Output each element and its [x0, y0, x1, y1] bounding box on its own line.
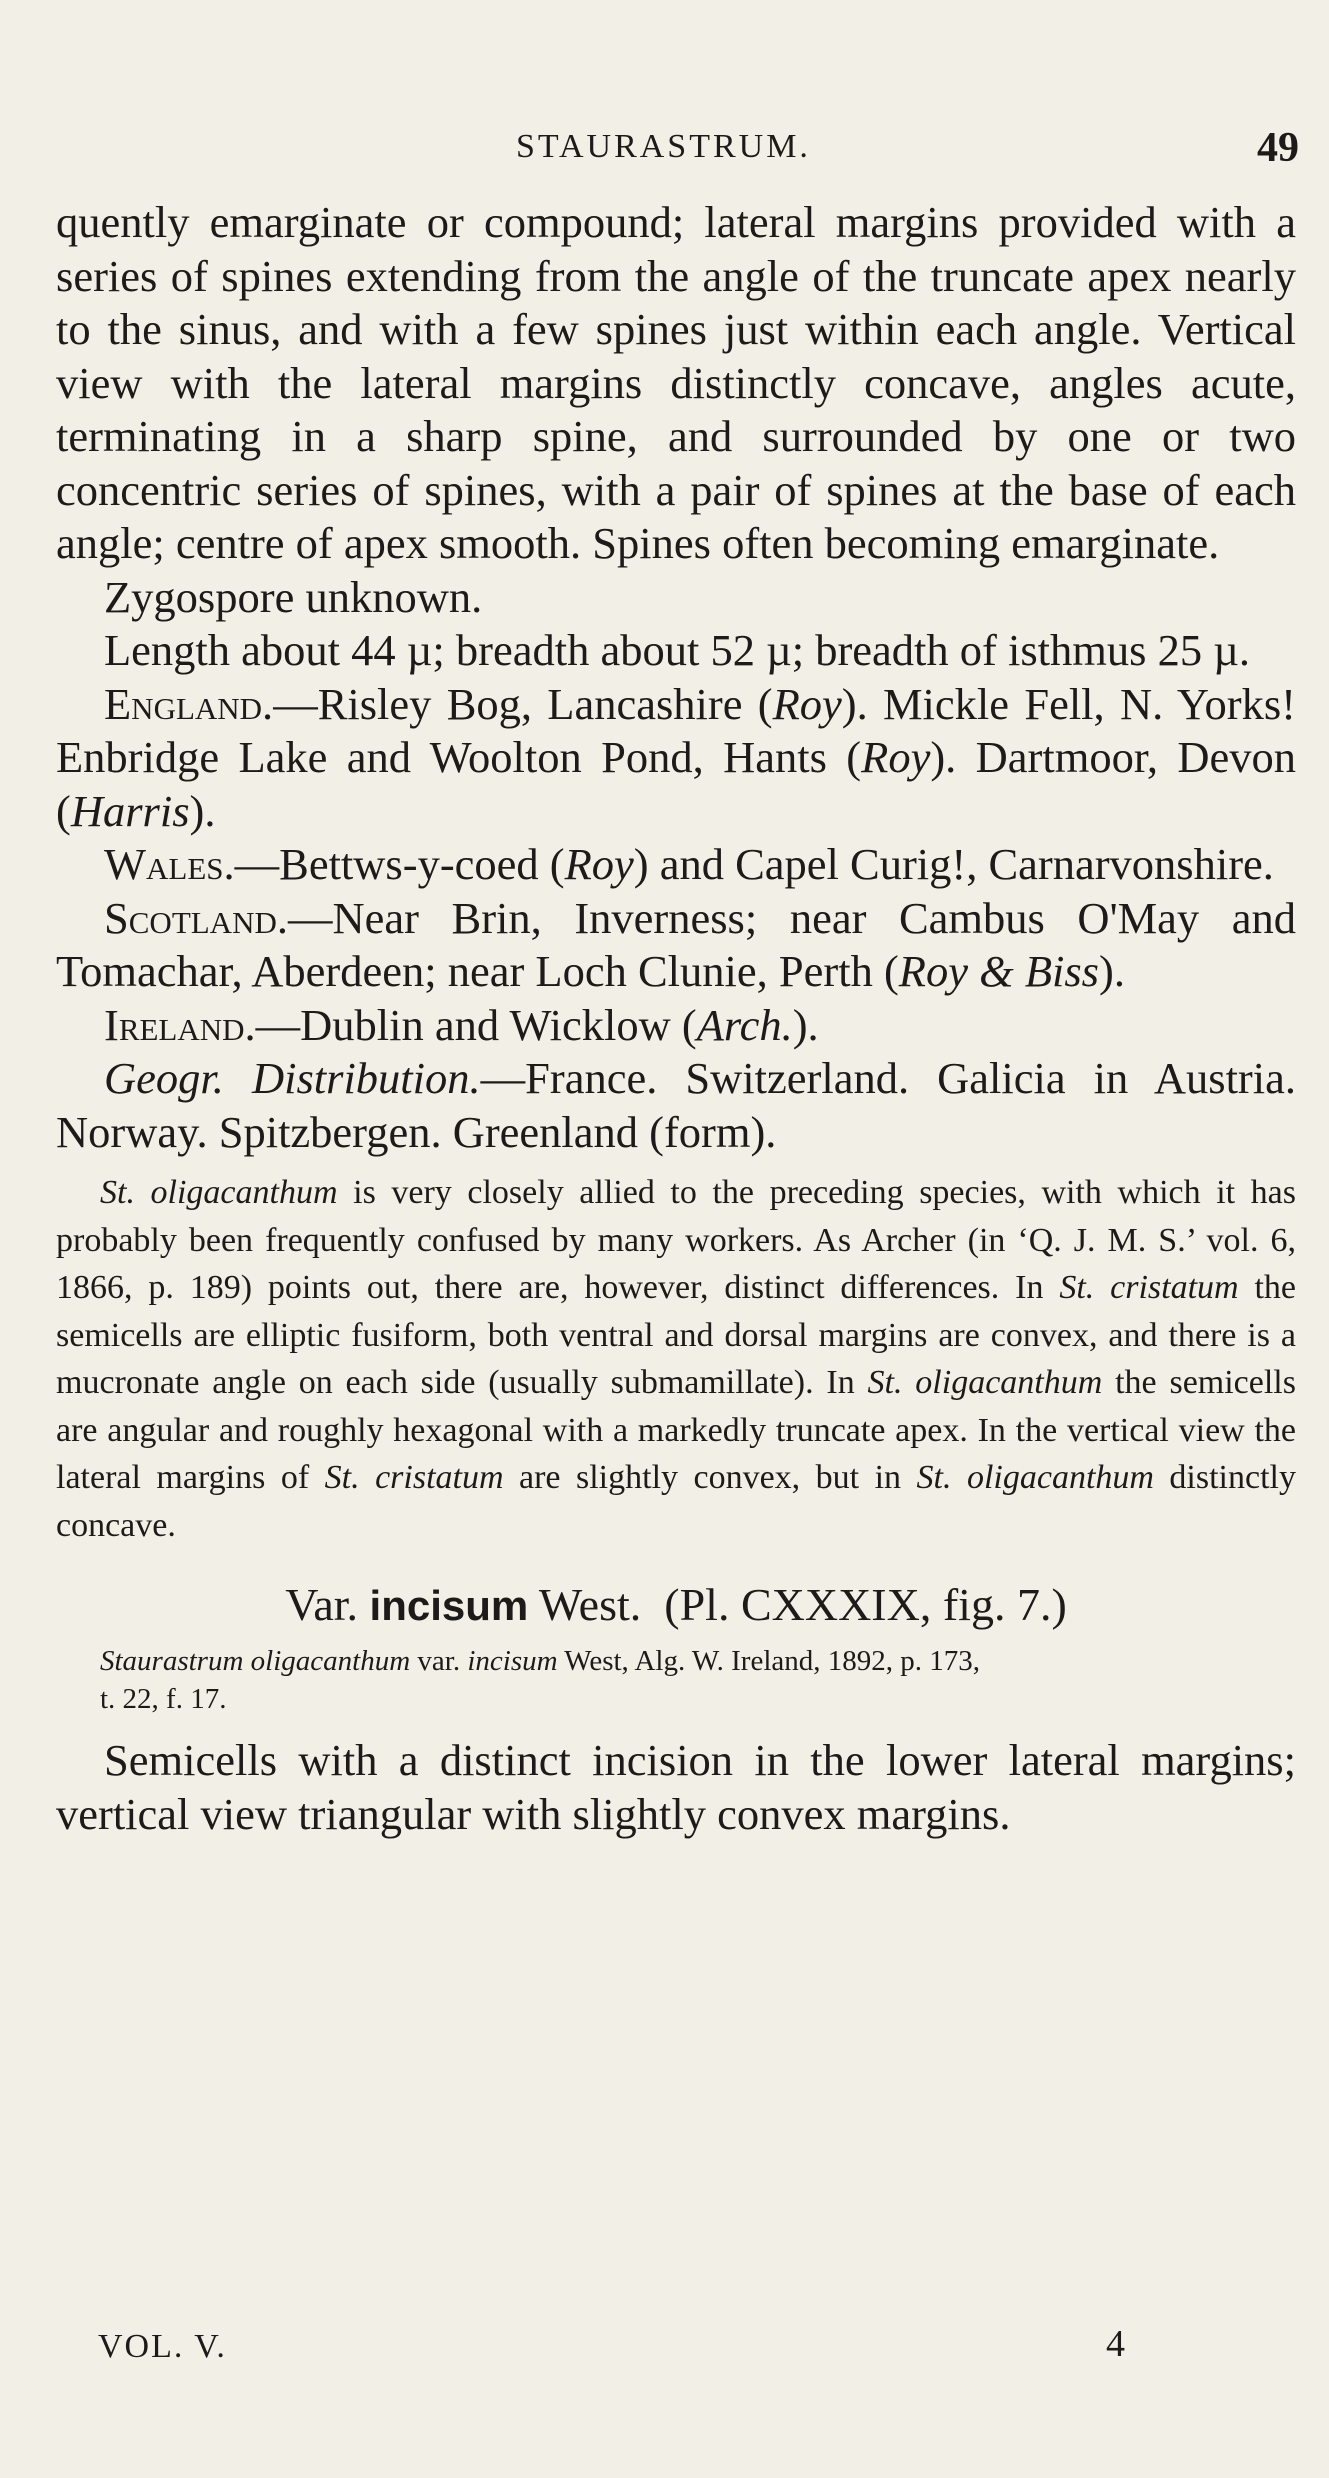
locality-scotland: [56, 892, 1296, 999]
variety-heading: [56, 1575, 1296, 1636]
locality-text: ). Mickle Fell, N. Yorks! Enbridge Lake and Woolton Pond, Hants (: [56, 678, 1296, 782]
signature-mark: 4: [1106, 2323, 1125, 2365]
citation-text: var.: [410, 1645, 468, 1677]
collector-name: Roy: [861, 732, 931, 782]
species-name: St. cristatum: [324, 1459, 504, 1496]
citation-species: Staurastrum oligacanthum: [100, 1645, 411, 1677]
locality-text: ).: [792, 999, 819, 1050]
note-text: distinctly concave.: [56, 1459, 1296, 1544]
locality-text: —Near Brin, Inverness; near Cambus O'May and Tomachar, Aberdeen; near Loch Clunie, Perth (: [56, 892, 1296, 996]
note-text: the semicells are elliptic fusiform, both ventral and dorsal margins are convex, and there is a mucronate angle on each side (usually submamillate). In: [56, 1269, 1296, 1401]
locality-ireland: [56, 999, 1296, 1053]
country-label-england: England.: [104, 678, 274, 729]
locality-england: [56, 678, 1296, 839]
distribution-text: —France. Switzerland. Galicia in Austria. Norway. Spitzbergen. Greenland (form).: [56, 1053, 1296, 1157]
running-title: STAURASTRUM.: [516, 128, 811, 165]
note-text: the semicells are angular and roughly hexagonal with a markedly truncate apex. In the vertical view the lateral margins of: [56, 1364, 1296, 1496]
species-name: St. cristatum: [1059, 1269, 1239, 1306]
locality-text: ).: [189, 785, 216, 836]
country-label-scotland: Scotland.: [104, 892, 288, 943]
dimensions: Length about 44 µ; breadth about 52 µ; breadth of isthmus 25 µ.: [104, 625, 1250, 675]
country-label-ireland: Ireland.: [104, 999, 256, 1050]
collector-name: Roy & Biss: [898, 946, 1099, 996]
page-header: [0, 124, 1329, 174]
locality-text: —Dublin and Wicklow (: [255, 999, 697, 1050]
comparison-note: [56, 1169, 1296, 1549]
collector-name: Harris: [70, 785, 190, 836]
species-name: St. oligacanthum: [916, 1459, 1154, 1496]
variety-prefix: Var.: [285, 1579, 370, 1630]
note-text: are slightly convex, but in: [503, 1459, 917, 1496]
locality-text: ).: [1099, 946, 1125, 996]
plate-reference: (Pl. CXXXIX, fig. 7.): [664, 1579, 1067, 1630]
collector-name: Roy: [772, 678, 842, 729]
locality-wales: [56, 838, 1296, 892]
page-footer: [0, 2322, 1329, 2382]
page-body: [56, 196, 1296, 1841]
note-text: is very closely allied to the preceding species, with which it has probably been frequently confused by many workers. As Archer (in ‘Q. J. M. S.’ vol. 6, 1866, p. 189) points out, there are, however, distinct differences. In: [56, 1174, 1297, 1306]
species-name: St. oligacanthum: [100, 1174, 338, 1211]
locality-text: —Risley Bog, Lancashire (: [273, 678, 773, 729]
collector-name: Arch.: [696, 999, 793, 1050]
volume-label: VOL. V.: [98, 2328, 227, 2365]
variety-author: West.: [528, 1579, 642, 1630]
locality-text: —Bettws-y-coed (: [234, 839, 565, 889]
citation-text: West, Alg. W. Ireland, 1892, p. 173,: [557, 1645, 981, 1677]
variety-citation: [100, 1642, 1296, 1718]
page-number: 49: [1257, 125, 1299, 171]
collector-name: Roy: [564, 839, 634, 889]
variety-description: Semicells with a distinct incision in the lower lateral margins; vertical view triangular with slightly convex margins.: [56, 1735, 1296, 1839]
country-label-wales: Wales.: [104, 839, 235, 889]
variety-name: incisum: [369, 1582, 529, 1629]
distribution-label: Geogr. Distribution.: [104, 1053, 481, 1103]
species-description: quently emarginate or compound; lateral margins provided with a series of spines extending from the angle of the truncate apex nearly to the sinus, and with a few spines just within each angle. Vertical view with the lateral margins distinctly concave, angles acute, terminating in a sharp spine, and surrounded by one or two concentric series of spines, with a pair of spines at the base of each angle; centre of apex smooth. Spines often becoming emarginate.: [56, 197, 1296, 568]
locality-text: ) and Capel Curig!, Carnarvonshire.: [633, 839, 1274, 889]
citation-variety: incisum: [467, 1645, 558, 1677]
locality-text: ). Dartmoor, Devon (: [56, 732, 1296, 836]
geographic-distribution: [56, 1052, 1296, 1159]
citation-line-2: t. 22, f. 17.: [100, 1683, 227, 1715]
zygospore-note: Zygospore unknown.: [104, 571, 483, 622]
species-name: St. oligacanthum: [867, 1364, 1103, 1401]
